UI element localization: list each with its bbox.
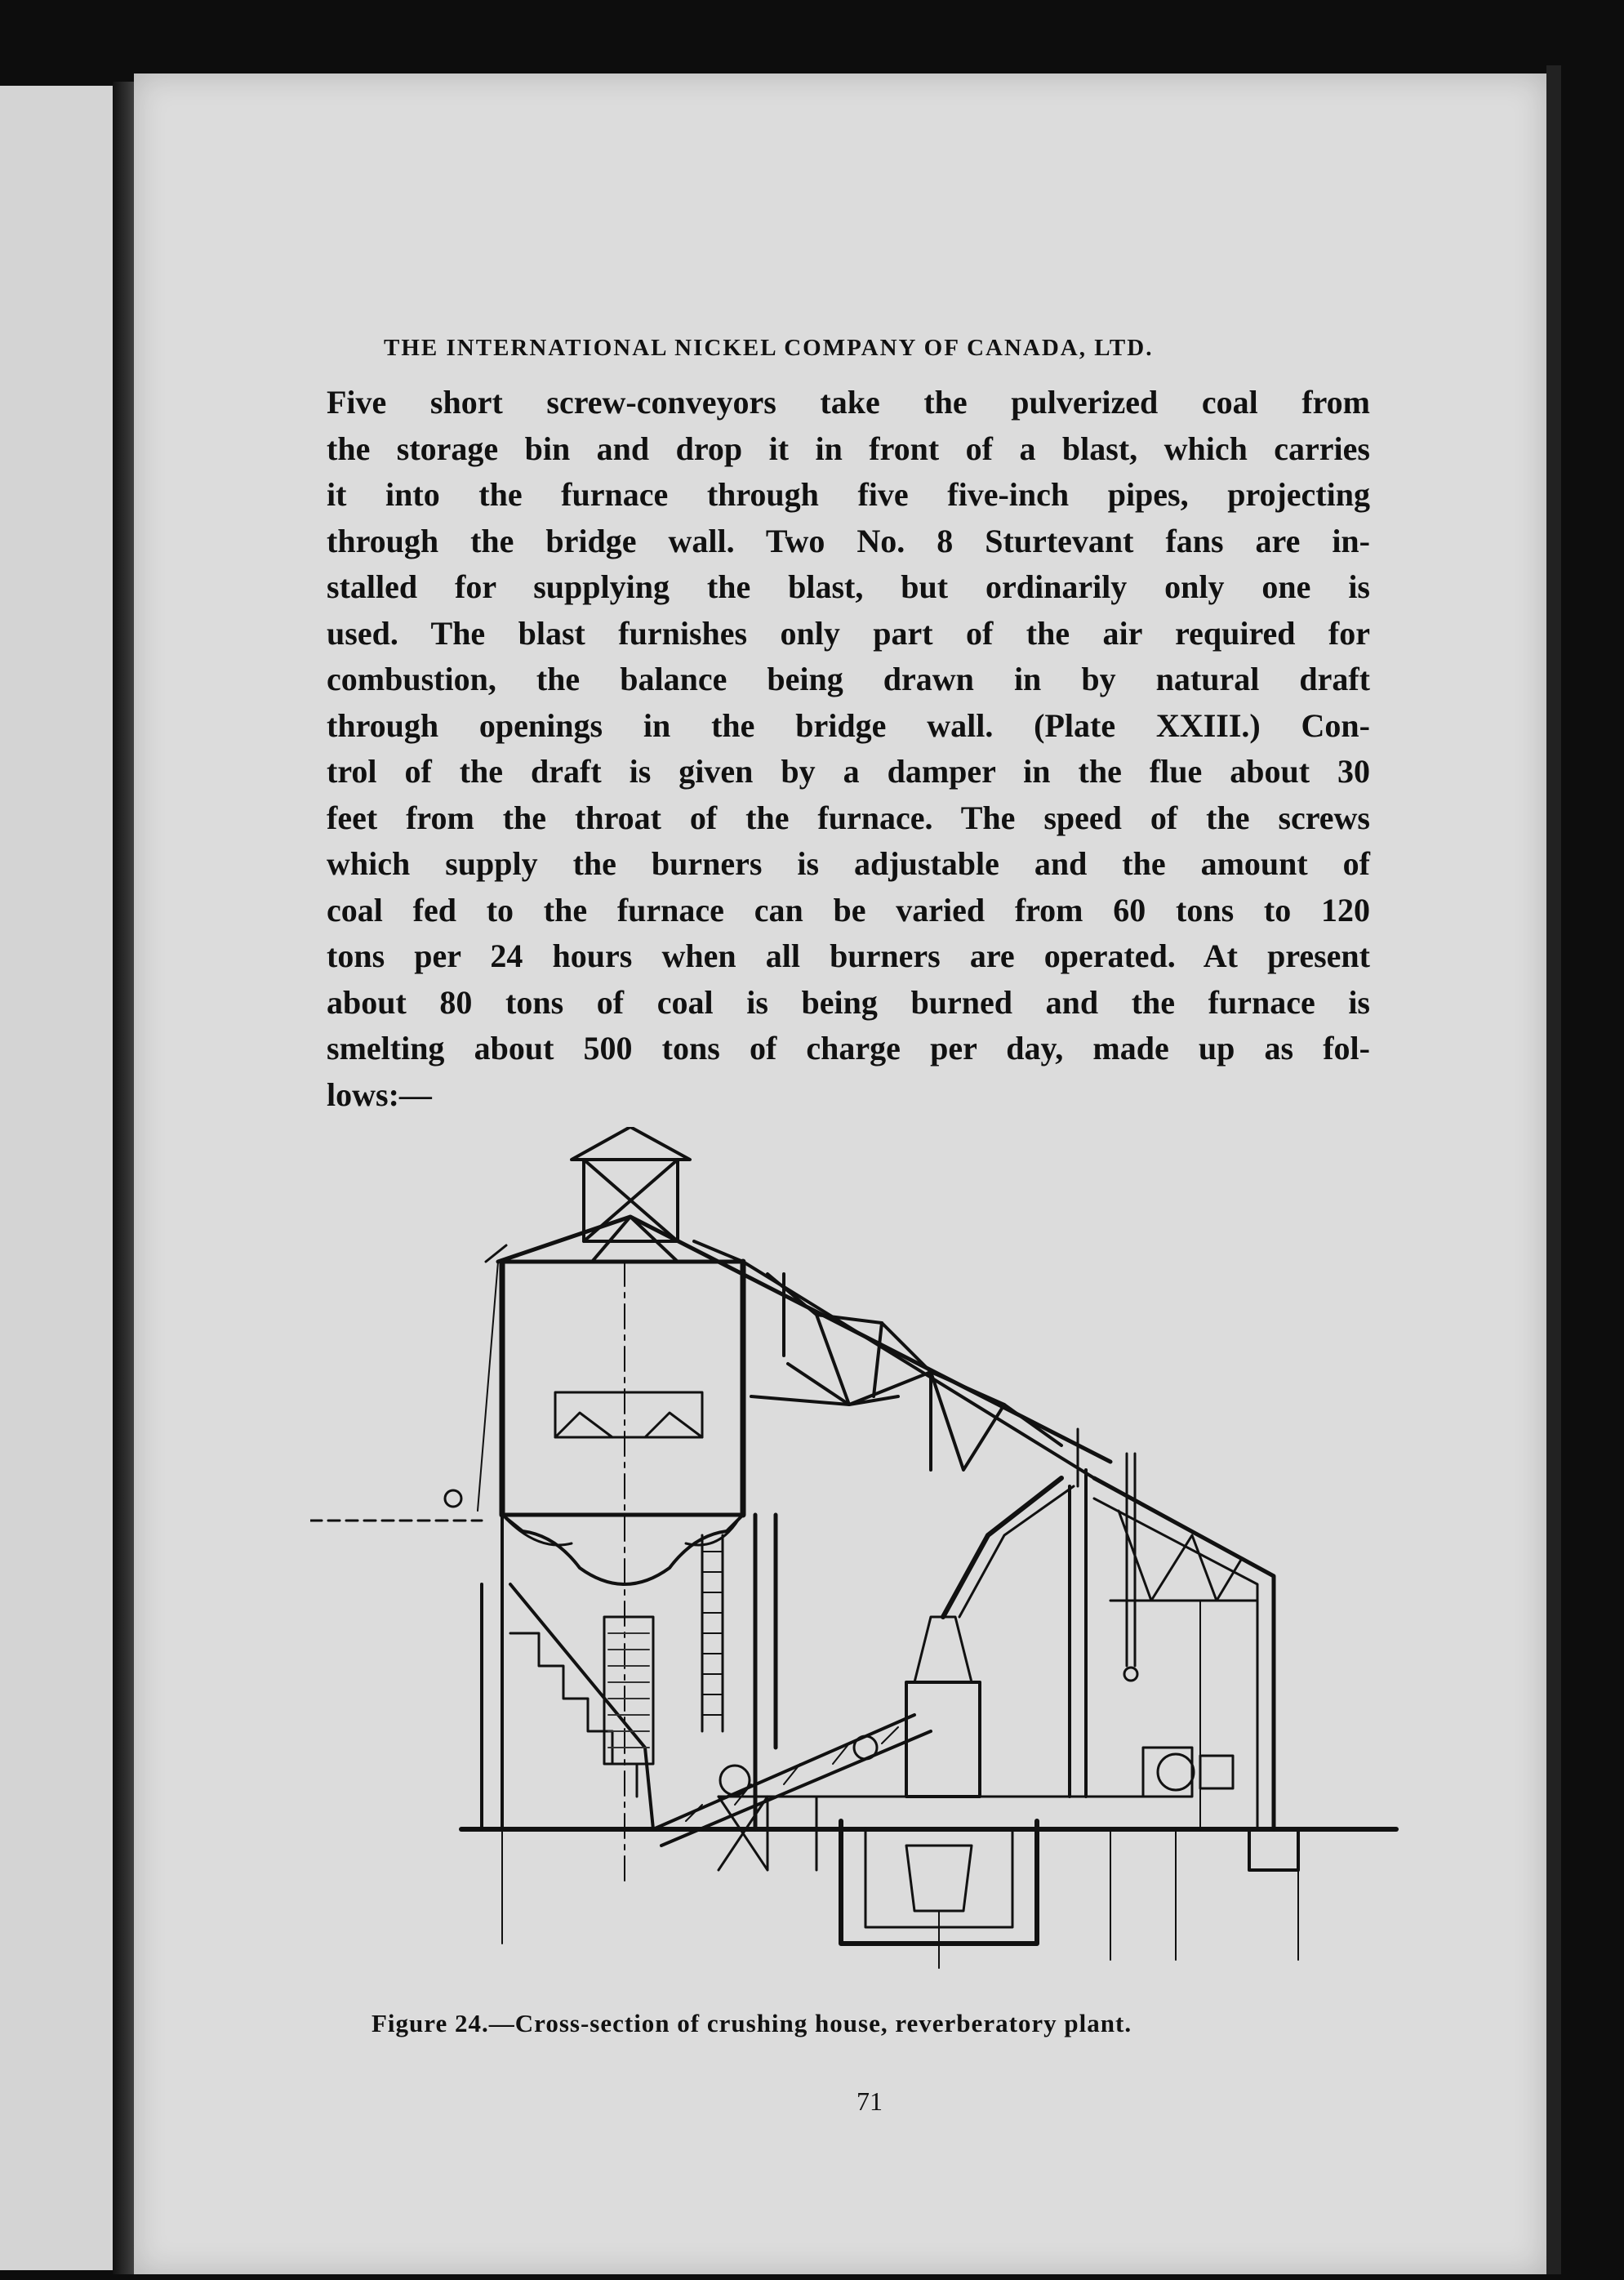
body-line: about 80 tons of coal is being burned and the furnace is bbox=[327, 983, 1370, 1021]
page-number: 71 bbox=[856, 2086, 883, 2116]
body-line: trol of the draft is given by a damper in the flue about 30 bbox=[327, 753, 1370, 790]
body-line: used. The blast furnishes only part of the air required for bbox=[327, 614, 1370, 652]
body-line: through openings in the bridge wall. (Plate XXIII.) Con- bbox=[327, 706, 1370, 744]
body-line: feet from the throat of the furnace. The speed of the screws bbox=[327, 799, 1370, 836]
figure-caption: Figure 24.—Cross-section of crushing house, reverberatory plant. bbox=[372, 2009, 1132, 2037]
page-edge-shadow bbox=[1546, 65, 1561, 2274]
body-line: it into the furnace through five five-inch pipes, projecting bbox=[327, 476, 1370, 513]
body-paragraph bbox=[327, 380, 1370, 1118]
crushing-house-cross-section-drawing bbox=[310, 1127, 1404, 1976]
body-line: lows:— bbox=[327, 1075, 432, 1113]
body-line: which supply the burners is adjustable and the amount of bbox=[327, 845, 1370, 882]
body-line: coal fed to the furnace can be varied from 60 tons to 120 bbox=[327, 891, 1370, 928]
body-line: tons per 24 hours when all burners are operated. At present bbox=[327, 937, 1370, 974]
body-line: stalled for supplying the blast, but ordinarily only one is bbox=[327, 568, 1370, 605]
body-line: smelting about 500 tons of charge per day, made up as fol- bbox=[327, 1030, 1370, 1067]
adjacent-page-edge bbox=[0, 86, 113, 2270]
running-head: THE INTERNATIONAL NICKEL COMPANY OF CANADA, LTD. bbox=[384, 335, 1154, 361]
body-line: combustion, the balance being drawn in by natural draft bbox=[327, 661, 1370, 697]
body-line: the storage bin and drop it in front of a blast, which carries bbox=[327, 430, 1370, 467]
body-line: Five short screw-conveyors take the pulverized coal from bbox=[327, 384, 1370, 421]
body-line: through the bridge wall. Two No. 8 Sturtevant fans are in- bbox=[327, 522, 1370, 559]
book-spine-shadow bbox=[113, 82, 136, 2274]
